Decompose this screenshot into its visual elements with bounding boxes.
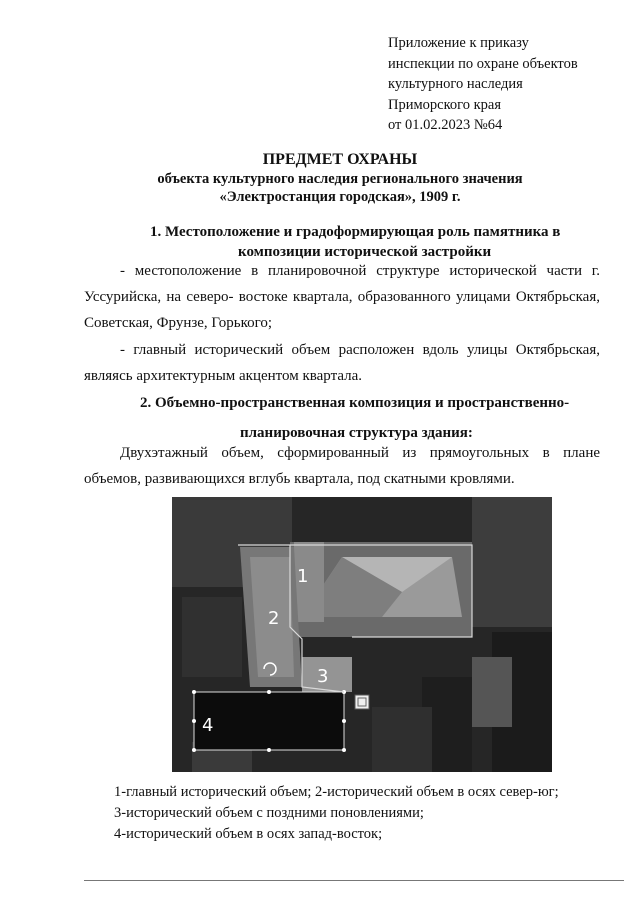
appendix-line-2: инспекции по охране объектов bbox=[388, 55, 578, 72]
caption-1: 1-главный исторический объем; 2-исторический объем в осях север-юг; bbox=[114, 784, 559, 800]
photo-label-3: 3 bbox=[317, 666, 329, 687]
appendix-note bbox=[388, 33, 628, 136]
section-1-paragraph-2: - главный исторический объем расположен вдоль улицы Октябрьская, являясь архитектурным акцентом квартала. bbox=[84, 342, 600, 384]
photo-label-2: 2 bbox=[268, 608, 280, 629]
aerial-photo bbox=[172, 497, 552, 772]
section-2-heading-line-1: 2. Объемно-пространственная композиция и пространственно- bbox=[140, 395, 570, 411]
title-line-2: объекта культурного наследия регионального значения bbox=[157, 171, 523, 187]
section-2-paragraph-1: Двухэтажный объем, сформированный из прямоугольных в плане объемов, развивающихся вглубь квартала, под скатными кровлями. bbox=[84, 445, 600, 487]
photo-captions bbox=[114, 782, 614, 845]
section-1-heading-line-2: композиции исторической застройки bbox=[238, 244, 492, 260]
title-main: ПРЕДМЕТ ОХРАНЫ bbox=[262, 151, 418, 168]
title-line-3: «Электростанция городская», 1909 г. bbox=[219, 189, 461, 205]
bottom-rule bbox=[84, 880, 624, 881]
document-title bbox=[80, 150, 600, 206]
appendix-line-3: культурного наследия bbox=[388, 76, 523, 92]
section-1-heading-line-1: 1. Местоположение и градоформирующая роль памятника в bbox=[150, 224, 561, 240]
section-1-paragraph-1: - местоположение в планировочной структуре исторической части г. Уссурийска, на северо- востоке квартала, образованного улицами Октябрьская, Советская, Фрунзе, Горького; bbox=[84, 263, 600, 331]
section-1-heading bbox=[150, 222, 610, 262]
appendix-line-4: Приморского края bbox=[388, 96, 502, 113]
section-2-heading bbox=[140, 388, 610, 448]
caption-3: 4-исторический объем в осях запад-восток; bbox=[114, 826, 383, 842]
photo-label-1: 1 bbox=[297, 566, 309, 587]
photo-label-4: 4 bbox=[202, 715, 214, 736]
caption-2: 3-исторический объем с поздними поновлениями; bbox=[114, 805, 424, 821]
appendix-line-1: Приложение к приказу bbox=[388, 35, 529, 51]
section-2-heading-line-2: планировочная структура здания: bbox=[240, 425, 473, 441]
appendix-line-5: от 01.02.2023 №64 bbox=[388, 117, 503, 133]
